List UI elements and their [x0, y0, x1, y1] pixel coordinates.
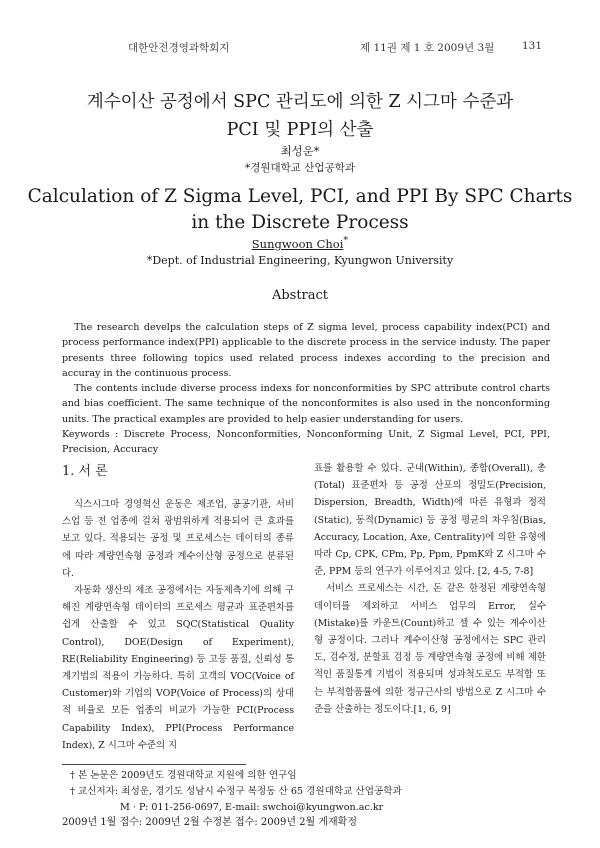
korean-title-line2: PCI 및 PPI의 산출 [226, 120, 374, 140]
section-title: 1. 서 론 [62, 464, 108, 479]
body-right-column [314, 460, 546, 718]
volume-info: 제 11권 제 1 호 2009년 3월 [360, 42, 495, 54]
footnote-corresponding-author: † 교신저자: 최성운, 경기도 성남시 수정구 복정동 산 65 경원대학교 산업공학과 [70, 786, 402, 797]
english-author-name: Sungwoon Choi [251, 236, 344, 251]
footnote-dates: 2009년 1월 접수: 2009년 2월 수정본 접수: 2009년 2월 게재확정 [62, 817, 358, 828]
footnote-contact: M · P: 011-256-0697, E-mail: swchoi@kyungwon.ac.kr [120, 802, 384, 813]
abstract-body [62, 320, 550, 458]
abstract-heading: Abstract [271, 288, 329, 303]
body-left-column [62, 496, 294, 754]
korean-affiliation: *경원대학교 산업공학과 [244, 162, 356, 174]
abstract-paragraph-2: The contents include diverse process indexs for nonconformities by SPC attribute control charts and bias coefficient. The same technique of the nonconformites is also used in the nonconforming units. The practical examples are provided to help easier understanding for users. [62, 383, 550, 425]
abstract-paragraph-1: The research develps the calculation steps of Z sigma level, process capability index(PCI) and process performance index(PPI) applicable to the discrete process in the service industy. The paper presents three following topics used related process indexes according to the precision and accuray in the continuous process. [62, 322, 550, 379]
footnote-funding: † 본 논문은 2009년도 경원대학교 지원에 의한 연구임 [70, 770, 297, 781]
journal-name: 대한안전경영과학회지 [128, 42, 230, 54]
english-title-line1: Calculation of Z Sigma Level, PCI, and PPI By SPC Charts [27, 186, 573, 207]
english-affiliation: *Dept. of Industrial Engineering, Kyungwon University [146, 254, 454, 267]
body-paragraph: 식스시그마 경영혁신 운동은 제조업, 공공기관, 서비스업 등 전 업종에 걸쳐 광범위하게 적용되어 큰 효과를 보고 있다. 적용되는 공정 및 프로세스는 데이터의 종류에 따라 계량연속형 공정과 계수이산형 공정으로 분류된다. [62, 499, 294, 579]
english-title-line2: in the Discrete Process [191, 212, 409, 233]
body-paragraph: 표를 활용할 수 있다. 군내(Within), 종합(Overall), 총(Total) 표준편차 등 공정 산포의 정밀도(Precision, Dispersion, Breadth, Width)에 따른 유형과 정적(Static), 동적(Dynamic) 등 공정 평균의 차우침(Bias, Accuracy, Location, Axe, Centrality)에 의한 유형에 따라 Cp, CPK, CPm, Pp, Ppm, PpmK와 Z 시그마 수준, PPM 등의 연구가 이루어지고 있다. [2, 4-5, 7-8] [314, 463, 546, 578]
keywords: Keywords : Discrete Process, Nonconformities, Nonconforming Unit, Z Sigmal Level, PCI, PPI, Precision, Accuracy [62, 429, 550, 456]
body-paragraph: 자동화 생산의 제조 공정에서는 자동제측기에 의해 구해진 계량연속형 데이터의 프로세스 평균과 표준편차를 쉽게 산출할 수 있고 SQC(Statistical Quality Control), DOE(Design of Experiment), RE(Reliability Engineering) 등 고등 품질, 신뢰성 통계기법의 적용이 가능하다. 특히 고객의 VOC(Voice of Customer)와 기업의 VOP(Voice of Process)의 상대적 비율로 모든 업종의 비교가 가능한 PCI(Process Capability Index), PPI(Process Performance Index), Z 시그마 수준의 지 [62, 585, 294, 751]
english-author [0, 235, 600, 251]
english-author-mark: * [343, 235, 349, 246]
korean-author: 최성운* [280, 144, 320, 158]
korean-title-line1: 계수이산 공정에서 SPC 관리도에 의한 Z 시그마 수준과 [86, 92, 514, 112]
body-paragraph: 서비스 프로세스는 시간, 돈 같은 한정된 계량연속형 데이터를 제외하고 서비스 업무의 Error, 실수(Mistake)를 카운트(Count)하고 셀 수 있는 계수이산형 공정이다. 그러나 계수이산형 공정에서는 SPC 관리도, 검수정, 분할표 검정 등 계량연속형 공정에 비해 제한적인 품질통계 기법이 적용되며 성과척도로도 부적합 또는 부적합품률에 의한 정규근사의 방법으로 Z 시그마 수준을 산출하는 정도이다.[1, 6, 9] [314, 583, 546, 715]
page-number: 131 [521, 40, 542, 52]
footnote-divider [62, 764, 246, 765]
